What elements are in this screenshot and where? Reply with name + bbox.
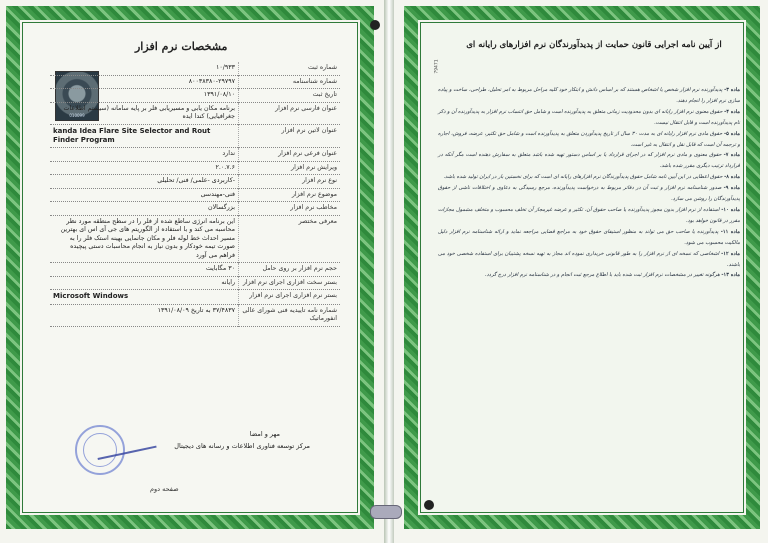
- spec-label: عنوان فارسی نرم افزار: [239, 102, 341, 124]
- spec-label: بستر نرم افزاری اجرای نرم افزار: [239, 290, 341, 304]
- article: [438, 129, 740, 151]
- spec-value: بزرگسالان: [50, 202, 239, 216]
- article-text: حقوق معنوی و مادی نرم افزار که در اجرای قرارداد یا بر اساس دستور تهیه شده باشد متعلق به سفارش دهنده است مگر آنکه در قرارداد ترتیب دیگری مقرر شده باشد.: [438, 152, 740, 170]
- spec-value: برنامه مکان یابی و مسیریابی فلر بر پایه سامانه (سیستم اطلاعات جغرافیایی) کندا ایده: [50, 102, 239, 124]
- spec-label: عنوان لاتین نرم افزار: [239, 124, 341, 148]
- spec-value: ۲.۰.۷.۶: [50, 161, 239, 175]
- spec-row: [50, 75, 340, 89]
- spec-value: kanda Idea Flare Site Selector and Rout Finder Program: [50, 124, 239, 148]
- article: [438, 227, 740, 249]
- spec-value: رایانه: [50, 276, 239, 290]
- spec-label: شماره ثبت: [239, 62, 341, 75]
- article: [438, 270, 740, 281]
- spec-row: [50, 161, 340, 175]
- article-text: استفاده از نرم افزار بدون مجوز پدیدآورنده یا صاحب حقوق آن، تکثیر و عرضه غیرمجاز آن تخلف محسوب و متخلف مشمول مجازات مقرر در قانون خواهد بود.: [438, 206, 740, 224]
- article-number: ماده ۱۲-: [721, 250, 741, 257]
- spec-row: [50, 148, 340, 162]
- specifications-table: [50, 62, 340, 327]
- spec-row: [50, 89, 340, 103]
- spec-row: [50, 202, 340, 216]
- punch-hole: [424, 500, 434, 510]
- article-text: پدیدآورنده نرم افزار شخص یا اشخاص هستند که بر اساس دانش و ابتکار خود کلیه مراحل مربوط به امر تحلیل، طراحی، ساخت و پیاده سازی نرم افزار را انجام دهند.: [438, 87, 740, 104]
- article-number: ماده ۵-: [724, 130, 740, 137]
- article-text: حقوق اعطایی در این آیین نامه شامل حقوق پدیدآورندگان نرم افزارهای رایانه ای است که برای نخستین بار در ایران تولید شده باشد.: [443, 174, 723, 181]
- spec-row: [50, 215, 340, 263]
- article-number: ماده ۱۰-: [721, 206, 740, 213]
- article: [438, 249, 740, 271]
- signatory-name: مرکز توسعه فناوری اطلاعات و رسانه های دیجیتال: [174, 442, 310, 450]
- document-number: 79471: [434, 59, 440, 74]
- spec-label: مخاطب نرم افزار: [239, 202, 341, 216]
- spec-value: ۳۰ مگابایت: [50, 263, 239, 277]
- article-number: ماده ۹-: [723, 185, 740, 192]
- spec-label: حجم نرم افزار بر روی حامل: [239, 263, 341, 277]
- spec-label: نوع نرم افزار: [239, 175, 341, 189]
- spec-value: ۳۷/۴۸۳۷ به تاریخ ۱۳۹۱/۰۸/۰۹: [50, 304, 239, 326]
- article: [438, 107, 740, 129]
- spec-label: شماره شناسنامه: [239, 75, 341, 89]
- book-gutter: [384, 0, 394, 543]
- regulation-title: از آیین نامه اجرایی قانون حمایت از پدیدآورندگان نرم افزارهای رایانه ای: [466, 40, 722, 50]
- spec-row: [50, 175, 340, 189]
- spec-row: [50, 188, 340, 202]
- spec-row: [50, 102, 340, 124]
- spec-row: [50, 124, 340, 148]
- article-number: ماده ۱۳-: [721, 272, 740, 279]
- article-number: ماده ۷-: [723, 152, 740, 159]
- certificate-right-page: [394, 0, 768, 543]
- article-number: ماده ۸-: [724, 174, 740, 181]
- spec-label: موضوع نرم افزار: [239, 188, 341, 202]
- article: [438, 172, 740, 183]
- article-text: حقوق مادی نرم افزار رایانه ای به مدت ۳۰ سال از تاریخ پدیدآوردن متعلق به پدیدآورنده است و شامل حق تکثیر، عرضه، فروش، اجاره و ترجمه آن است که قابل نقل و انتقال به غیر است.: [438, 130, 740, 148]
- page-title: مشخصات نرم افزار: [135, 40, 228, 53]
- page-number: صفحه دوم: [150, 485, 179, 493]
- article-text: اشخاصی که نسخه ای از نرم افزار را به طور قانونی خریداری نموده اند مجاز به تهیه نسخه پشتیبان برای استفاده شخصی خود می باشند.: [438, 250, 740, 268]
- spec-value: فنی-مهندسی: [50, 188, 239, 202]
- spec-value: ندارد: [50, 148, 239, 162]
- article: [438, 205, 740, 227]
- spec-value: ۸۰۰۳۸۳۸۰-۲۹۷۹۷: [50, 75, 239, 89]
- article-text: هرگونه تغییر در مشخصات نرم افزار ثبت شده باید با اطلاع مرجع ثبت انجام و در شناسنامه نرم افزار درج گردد.: [484, 272, 720, 279]
- spec-row: [50, 263, 340, 277]
- regulation-articles: [438, 85, 740, 281]
- article-text: پدیدآورنده یا صاحب حق می تواند به منظور استیفای حقوق خود به مراجع قضایی مراجعه نماید و ارائه شناسنامه نرم افزار دلیل مالکیت محسوب می شود.: [438, 228, 740, 246]
- spec-row: [50, 304, 340, 326]
- article-number: ماده ۴-: [724, 108, 740, 115]
- spec-value: Microsoft Windows: [50, 290, 239, 304]
- article: [438, 85, 740, 107]
- article: [438, 183, 740, 205]
- spec-label: بستر سخت افزاری اجرای نرم افزار: [239, 276, 341, 290]
- spec-row: [50, 276, 340, 290]
- spec-row: [50, 290, 340, 304]
- spec-label: شماره نامه تاییدیه فنی شورای عالی انفورماتیک: [239, 304, 341, 326]
- spec-label: تاریخ ثبت: [239, 89, 341, 103]
- spec-label: عنوان فرعی نرم افزار: [239, 148, 341, 162]
- article: [438, 150, 740, 172]
- spec-value: این برنامه انرژی ساطع شده از فلر را در سطح منطقه مورد نظر محاسبه می کند و با استفاده از الگوریتم های جی آی اس ای بهترین مسیر احداث خط لوله فلر و مکان جانمایی بهینه استک فلر را به صورت تیمه خودکار و بدون نیاز به انجام محاسبات دستی پیچیده فراهم می آورد: [50, 215, 239, 263]
- binding-pin: [370, 505, 402, 519]
- spec-label: معرفی مختصر: [239, 215, 341, 263]
- spec-value: ۱۳۹۱/۰۸/۱۰: [50, 89, 239, 103]
- signature-label: مهر و امضا: [249, 430, 280, 438]
- spec-value: -کاربردی -علمی/ فنی/ تحلیلی: [50, 175, 239, 189]
- punch-hole: [370, 20, 380, 30]
- article-text: حقوق معنوی نرم افزار رایانه ای بدون محدودیت زمانی متعلق به پدیدآورنده است و شامل حق انتساب نرم افزار به پدیدآورنده آن و ذکر نام پدیدآورنده است و قابل انتقال نیست.: [438, 108, 740, 126]
- spec-label: ویرایش نرم افزار: [239, 161, 341, 175]
- seal-number: 010099: [69, 113, 85, 118]
- article-number: ماده ۱۱-: [720, 228, 740, 235]
- spec-value: ۱۰/۹۳۳: [50, 62, 239, 75]
- signature-block: [60, 430, 320, 490]
- article-number: ماده ۳-: [724, 87, 740, 93]
- article-text: صدور شناسنامه نرم افزار و ثبت آن در دفاتر مربوط به درخواست پدیدآورنده، مرجع رسیدگی به دعاوی و اختلافات ناشی از حقوق پدیدآورندگان را روشن می سازد.: [438, 185, 740, 203]
- spec-row: [50, 62, 340, 75]
